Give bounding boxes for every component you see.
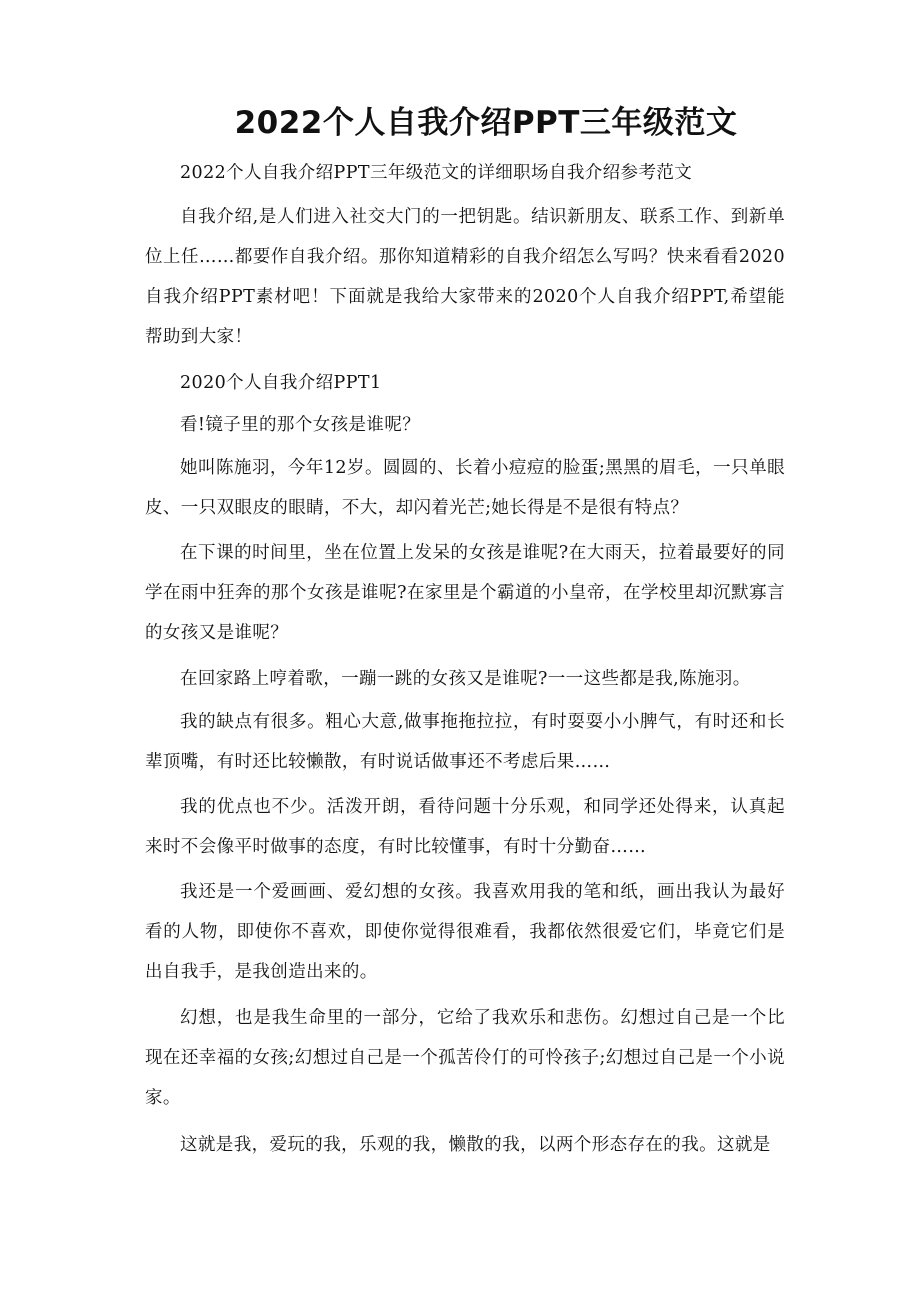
paragraph-mirror: 看!镜子里的那个女孩是谁呢？ [180, 415, 421, 435]
paragraph-strengths: 我的优点也不少。活泼开朗，看待问题十分乐观，和同学还处得来，认真起来时不会像平时做事的态度，有时比较懂事，有时十分勤奋…… [145, 797, 785, 857]
paragraph-subtitle: 2022个人自我介绍PPT三年级范文的详细职场自我介绍参考范文 [180, 163, 693, 183]
document-title: 2022个人自我介绍PPT三年级范文 [234, 105, 738, 141]
paragraph-shortcomings: 我的缺点有很多。粗心大意,做事拖拖拉拉，有时耍耍小小脾气，有时还和长辈顶嘴，有时还比较懒散，有时说话做事还不考虑后果…… [145, 712, 785, 772]
paragraph-way-home: 在回家路上哼着歌，一蹦一跳的女孩又是谁呢?一一这些都是我,陈施羽。 [180, 669, 751, 689]
paragraph-intro: 自我介绍,是人们进入社交大门的一把钥匙。结识新朋友、联系工作、到新单位上任……都要作自我介绍。那你知道精彩的自我介绍怎么写吗？快来看看2020自我介绍PPT素材吧！下面就是我给大家带来的2020个人自我介绍PPT,希望能帮助到大家！ [145, 207, 785, 347]
paragraph-who-girl: 在下课的时间里，坐在位置上发呆的女孩是谁呢?在大雨天，拉着最要好的同学在雨中狂奔的那个女孩是谁呢?在家里是个霸道的小皇帝，在学校里却沉默寡言的女孩又是谁呢？ [145, 543, 785, 643]
paragraph-drawing: 我还是一个爱画画、爱幻想的女孩。我喜欢用我的笔和纸，画出我认为最好看的人物，即使你不喜欢，即使你觉得很难看，我都依然很爱它们，毕竟它们是出自我手，是我创造出来的。 [145, 882, 785, 982]
paragraph-appearance: 她叫陈施羽，今年12岁。圆圆的、长着小痘痘的脸蛋;黑黑的眉毛，一只单眼皮、一只双眼皮的眼睛，不大，却闪着光芒;她长得是不是很有特点？ [145, 458, 785, 518]
paragraph-this-is-me: 这就是我，爱玩的我，乐观的我，懒散的我，以两个形态存在的我。这就是 [180, 1135, 771, 1155]
paragraph-fantasy: 幻想，也是我生命里的一部分，它给了我欢乐和悲伤。幻想过自己是一个比现在还幸福的女孩;幻想过自己是一个孤苦伶仃的可怜孩子;幻想过自己是一个小说家。 [145, 1008, 785, 1108]
paragraph-heading-ppt1: 2020个人自我介绍PPT1 [180, 373, 382, 393]
